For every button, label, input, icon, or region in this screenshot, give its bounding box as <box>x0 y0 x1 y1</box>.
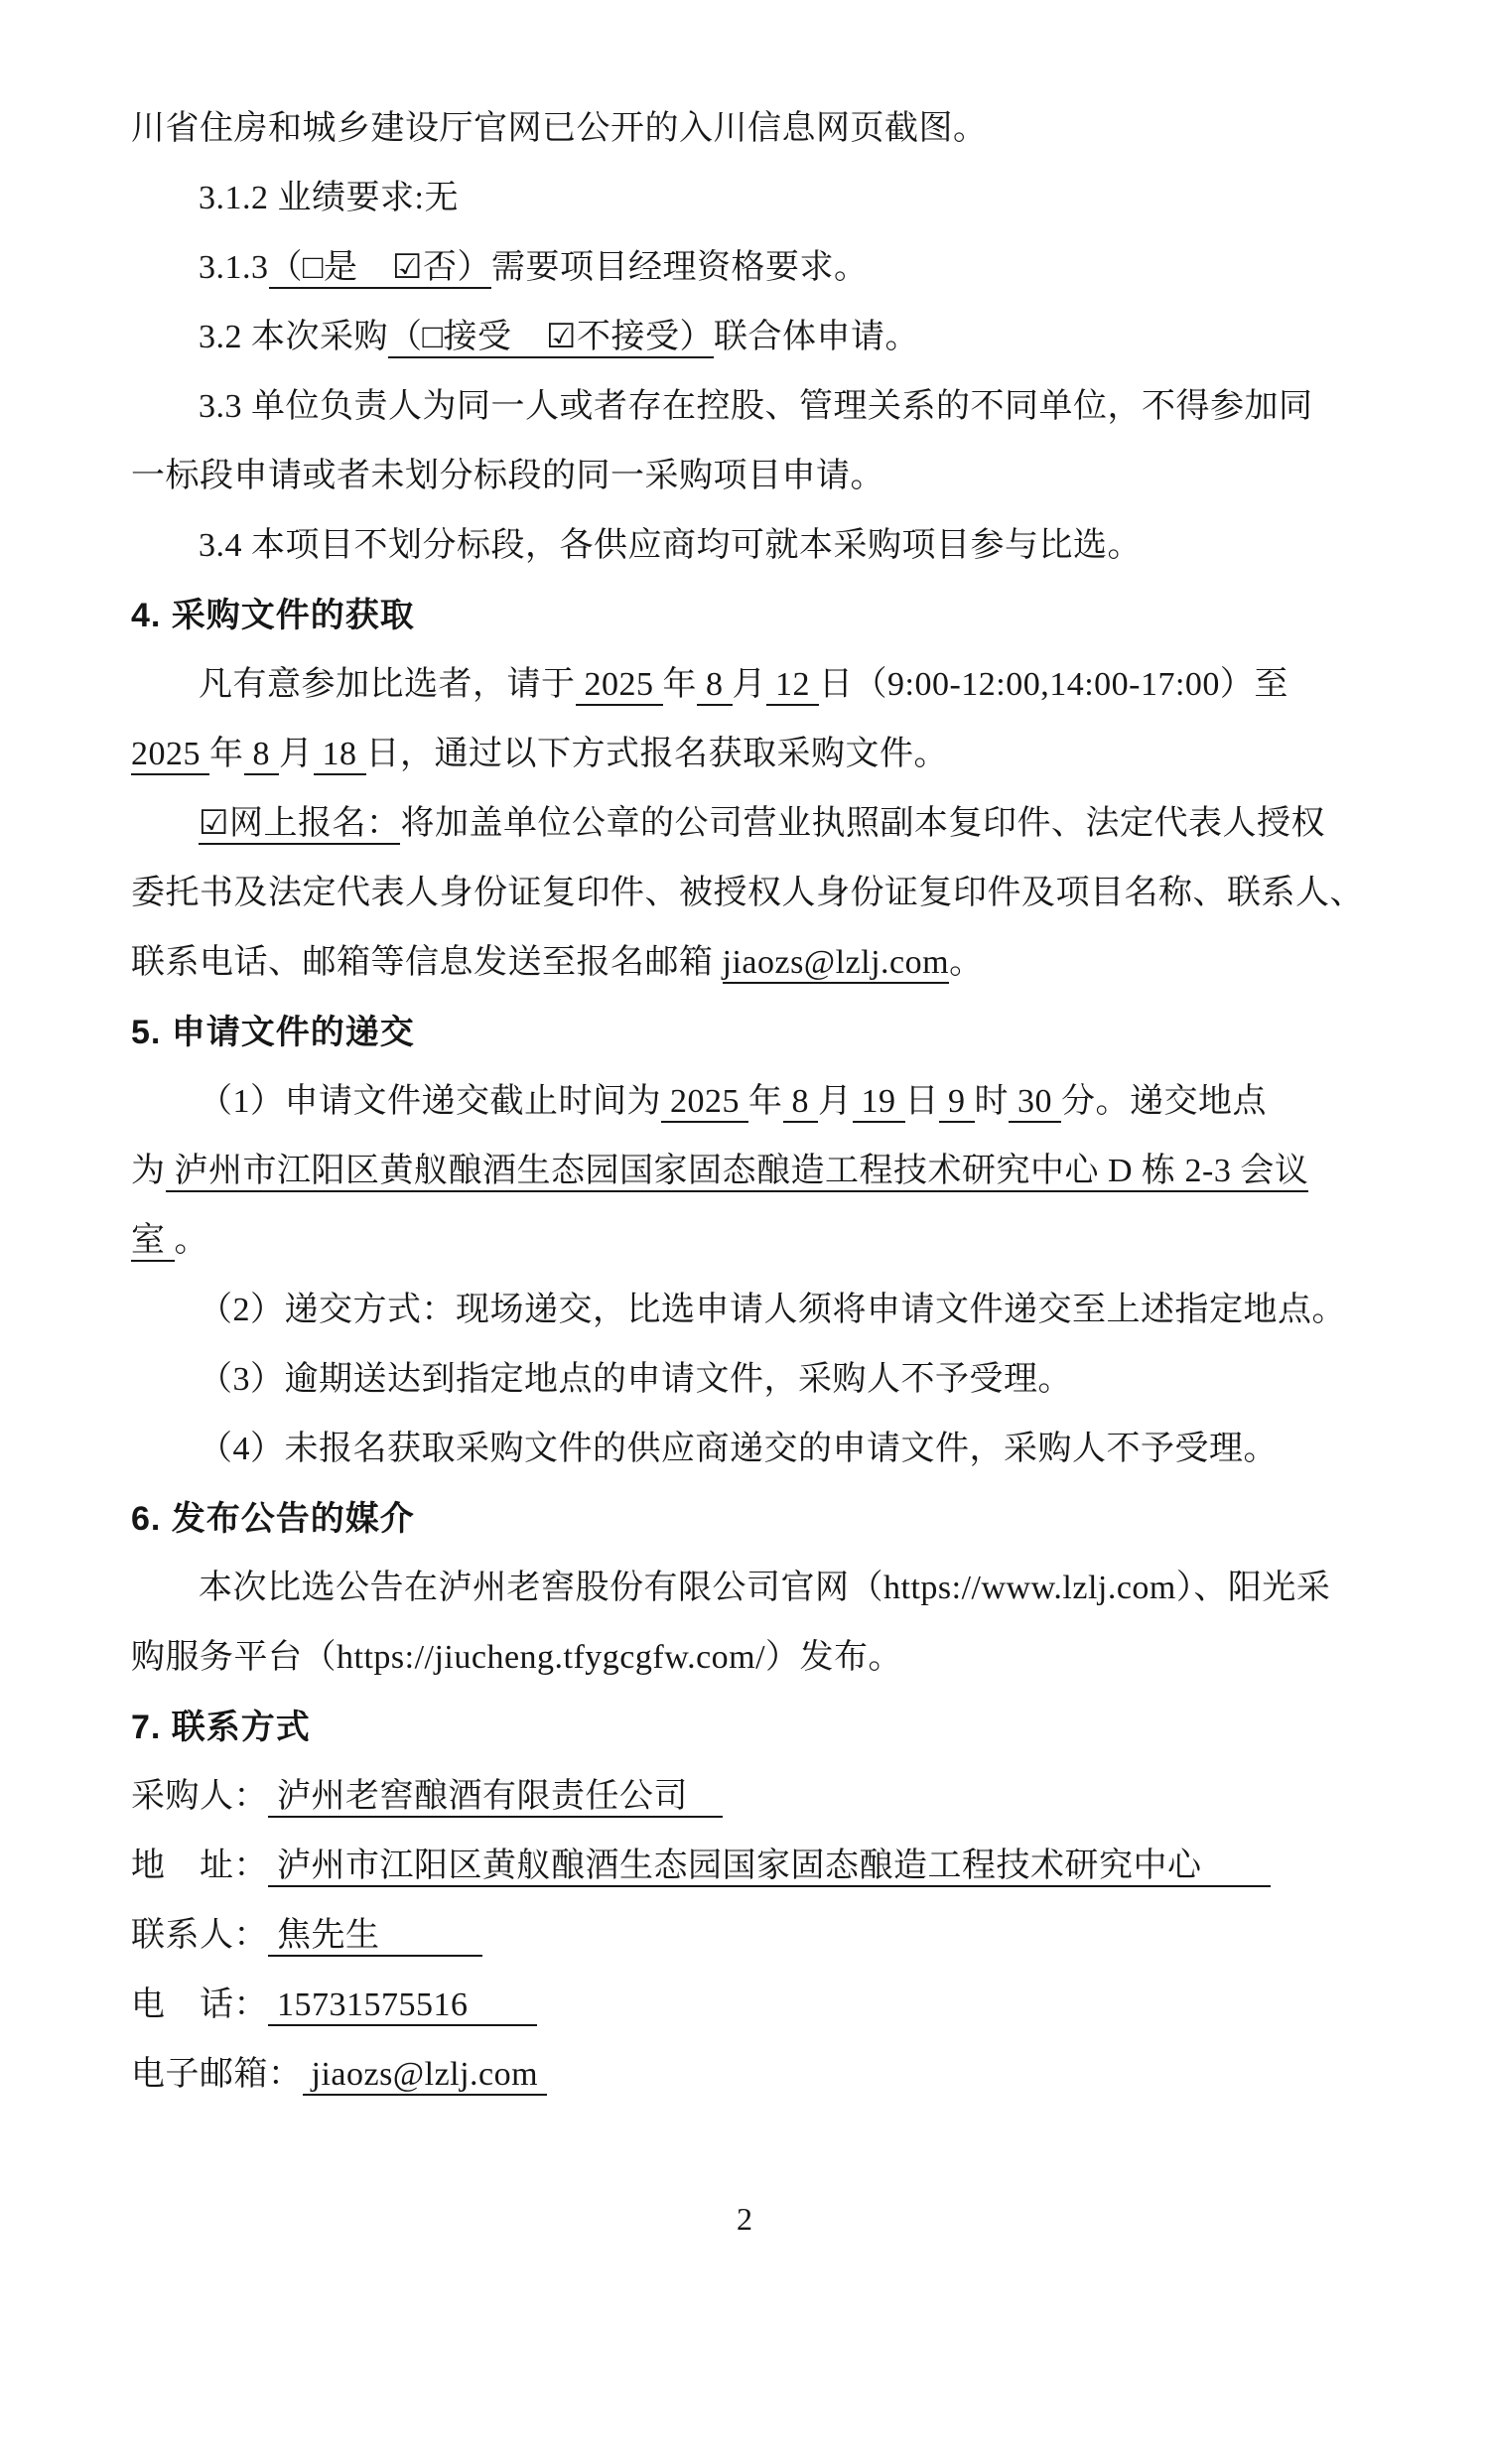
text-segment: 日（9:00-12:00,14:00-17:00）至 <box>819 666 1288 703</box>
item-3-1-2-performance-requirement <box>131 164 1362 233</box>
underlined-text: 泸州市江阳区黄舣酿酒生态园国家固态酿造工程技术研究中心 D 栋 2-3 会议 <box>166 1153 1309 1192</box>
contact-purchaser-line <box>131 1762 1362 1832</box>
text-segment: 年 <box>209 736 244 772</box>
text-segment: 川省住房和城乡建设厅官网已公开的入川信息网页截图。 <box>131 110 988 147</box>
sec4-online-signup-line1 <box>131 789 1362 859</box>
text-segment: 时 <box>974 1083 1009 1120</box>
underlined-text: jiaozs@lzlj.com <box>303 2056 548 2096</box>
text-segment: 年 <box>748 1083 783 1120</box>
text-segment: （1）申请文件递交截止时间为 <box>199 1083 661 1120</box>
contact-person-line <box>131 1901 1362 1971</box>
section-4-heading <box>131 581 1362 650</box>
text-segment: 地 址： <box>131 1848 268 1884</box>
sec4-online-signup-line2 <box>131 859 1362 928</box>
text-segment: 联系电话、邮箱等信息发送至报名邮箱 <box>131 944 723 981</box>
item-3-4-no-lot-division <box>131 511 1362 581</box>
underlined-text: 8 <box>244 736 280 775</box>
text-segment: 将加盖单位公章的公司营业执照副本复印件、法定代表人授权 <box>400 805 1325 842</box>
sec5-item2-delivery-method <box>131 1276 1362 1345</box>
text-segment: 日 <box>904 1083 939 1120</box>
sec5-item1-line3 <box>131 1206 1362 1276</box>
page-number: 2 <box>737 2201 752 2237</box>
contact-email-line <box>131 2040 1362 2110</box>
text-segment: 日，通过以下方式报名获取采购文件。 <box>365 736 948 772</box>
sec4-para-line2 <box>131 720 1362 789</box>
item-3-3-line2 <box>131 442 1362 511</box>
underlined-text: 室 <box>131 1222 175 1262</box>
sec6-para-line1 <box>131 1554 1362 1623</box>
contact-address-line <box>131 1832 1362 1901</box>
text-segment: 7. 联系方式 <box>131 1709 311 1746</box>
sec5-item3-late-delivery <box>131 1345 1362 1415</box>
text-segment: 5. 申请文件的递交 <box>131 1014 415 1051</box>
text-segment: 为 <box>131 1153 166 1189</box>
para-sichuan-website-continuation <box>131 94 1362 164</box>
underlined-text: jiaozs@lzlj.com <box>723 944 950 984</box>
text-segment: 年 <box>662 666 697 703</box>
text-segment: 凡有意参加比选者，请于 <box>199 666 576 703</box>
underlined-text: 19 <box>853 1083 905 1123</box>
text-segment: 联系人： <box>131 1917 268 1954</box>
section-7-heading <box>131 1693 1362 1762</box>
text-segment: （3）逾期送达到指定地点的申请文件，采购人不予受理。 <box>199 1361 1072 1398</box>
underlined-text: 12 <box>766 666 819 706</box>
text-segment: 。 <box>174 1222 208 1259</box>
text-segment: 3.2 本次采购 <box>199 319 388 355</box>
underlined-text: 2025 <box>661 1083 748 1123</box>
underlined-text: 15731575516 <box>268 1986 537 2026</box>
underlined-text: 焦先生 <box>268 1917 482 1957</box>
underlined-text: 18 <box>314 736 366 775</box>
sec5-item1-line2 <box>131 1137 1362 1206</box>
text-segment: 电 话： <box>131 1986 268 2023</box>
underlined-text: 8 <box>697 666 733 706</box>
text-segment: 电子邮箱： <box>131 2056 303 2093</box>
underlined-text: 8 <box>783 1083 819 1123</box>
text-segment: 月 <box>818 1083 853 1120</box>
contact-phone-line <box>131 1971 1362 2040</box>
text-segment: （2）递交方式：现场递交，比选申请人须将申请文件递交至上述指定地点。 <box>199 1292 1346 1328</box>
text-segment: 需要项目经理资格要求。 <box>491 249 869 286</box>
underlined-text: 2025 <box>576 666 663 706</box>
text-segment: 3.3 单位负责人为同一人或者存在控股、管理关系的不同单位，不得参加同 <box>199 388 1313 425</box>
sec4-para-line1 <box>131 650 1362 720</box>
underlined-text: 9 <box>939 1083 975 1123</box>
text-segment: 分。递交地点 <box>1061 1083 1267 1120</box>
underlined-text: 30 <box>1009 1083 1061 1123</box>
text-segment: 月 <box>732 666 766 703</box>
sec6-para-line2 <box>131 1623 1362 1693</box>
text-segment: 委托书及法定代表人身份证复印件、被授权人身份证复印件及项目名称、联系人、 <box>131 875 1364 911</box>
underlined-text: （□是 ☑否） <box>269 249 492 289</box>
text-segment: 3.1.2 业绩要求:无 <box>199 180 459 216</box>
item-3-1-3-project-manager-requirement <box>131 233 1362 303</box>
text-segment: 采购人： <box>131 1778 268 1815</box>
text-segment: 。 <box>949 944 984 981</box>
sec5-item1-line1 <box>131 1067 1362 1137</box>
sec4-online-signup-line3 <box>131 928 1362 998</box>
sec5-item4-unregistered-suppliers <box>131 1415 1362 1484</box>
text-segment: 4. 采购文件的获取 <box>131 597 415 634</box>
section-6-heading <box>131 1484 1362 1554</box>
text-segment: 本次比选公告在泸州老窖股份有限公司官网（https://www.lzlj.com）、阳光采 <box>199 1570 1331 1606</box>
text-segment: 购服务平台（https://jiucheng.tfygcgfw.com/）发布。 <box>131 1639 903 1676</box>
section-5-heading <box>131 998 1362 1067</box>
underlined-text: ☑网上报名： <box>199 805 400 845</box>
text-segment: 联合体申请。 <box>714 319 920 355</box>
text-segment: 一标段申请或者未划分标段的同一采购项目申请。 <box>131 458 884 494</box>
underlined-text: （□接受 ☑不接受） <box>388 319 714 358</box>
underlined-text: 2025 <box>131 736 209 775</box>
document-body <box>131 94 1362 2110</box>
text-segment: 3.4 本项目不划分标段，各供应商均可就本采购项目参与比选。 <box>199 527 1142 564</box>
underlined-text: 泸州市江阳区黄舣酿酒生态园国家固态酿造工程技术研究中心 <box>268 1848 1271 1887</box>
underlined-text: 泸州老窖酿酒有限责任公司 <box>268 1778 723 1818</box>
item-3-3-line1 <box>131 372 1362 442</box>
item-3-2-consortium-application <box>131 303 1362 372</box>
text-segment: （4）未报名获取采购文件的供应商递交的申请文件，采购人不予受理。 <box>199 1431 1278 1467</box>
text-segment: 3.1.3 <box>199 249 269 286</box>
text-segment: 6. 发布公告的媒介 <box>131 1500 415 1538</box>
text-segment: 月 <box>279 736 314 772</box>
